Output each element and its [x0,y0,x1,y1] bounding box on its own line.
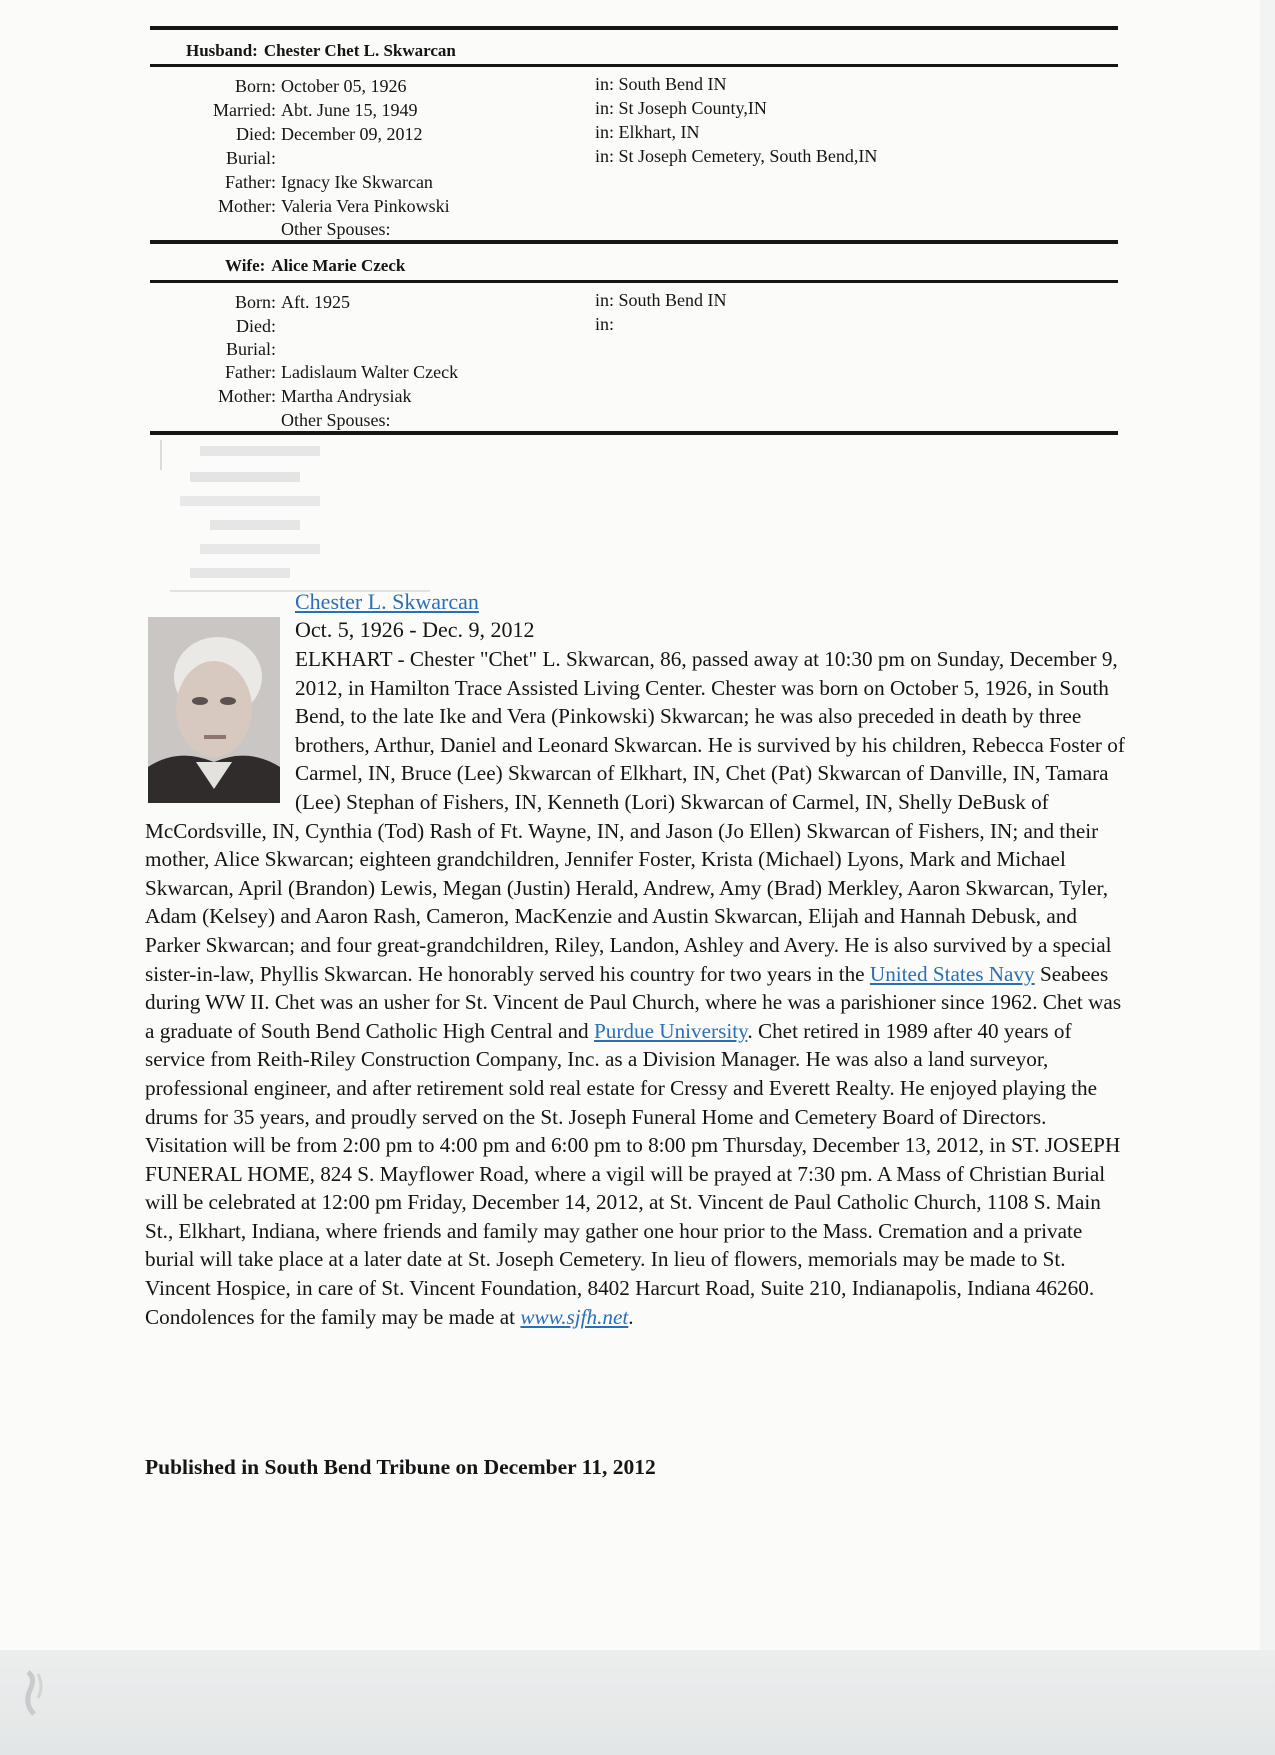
field-value: Martha Andrysiak [281,386,412,406]
husband-burial-label-cell [0,147,276,170]
in-label: in: [595,290,615,310]
husband-heading [186,41,456,61]
scanner-bed-edge [0,1650,1275,1755]
sjfh-website-link[interactable]: www.sjfh.net [520,1304,629,1329]
obituary-dates: Oct. 5, 1926 - Dec. 9, 2012 [295,617,535,642]
place-value: Elkhart, IN [618,122,700,142]
husband-born-label-cell [0,75,276,98]
wife-heading-label: Wife: [225,256,266,275]
field-label: Died: [236,124,276,144]
divider [150,240,1118,244]
published-line: Published in South Bend Tribune on December 11, 2012 [145,1455,656,1479]
wife-father-label-cell [0,361,276,384]
united-states-navy-link[interactable]: United States Navy [869,961,1035,986]
field-value: Abt. June 15, 1949 [281,100,418,120]
wife-name: Alice Marie Czeck [271,256,406,275]
husband-died-label-cell [0,123,276,146]
obituary-text-part: ELKHART - Chester "Chet" L. Skwarcan, 86, passed away at 10:30 pm on Sunday, December 9, 2012, in Hamilton Trace Assisted Living Center. Chester was born on October 5, 1926, in South Bend, to the late Ike and Vera (Pinkowski) Skwarcan; he was also preceded in death by three brothers, Arthur, Daniel and Leonard Skwarcan. He is survived by his children, Rebecca Foster of Carmel, IN, Bruce (Lee) Skwarcan of Elkhart, IN, Chet (Pat) Skwarcan of Danville, IN, Tamara (Lee) Stephan of Fishers, IN, Kenneth (Lori) Skwarcan of Carmel, IN, Shelly DeBusk of McCordsville, IN, Cynthia (Tod) Rash of Ft. Wayne, IN, and Jason (Jo Ellen) Skwarcan of Fishers, IN; and their mother, Alice Skwarcan; eighteen grandchildren, Jennifer Foster, Krista (Michael) Lyons, Mark and Michael Skwarcan, April (Brandon) Lewis, Megan (Justin) Herald, Andrew, Amy (Brad) Merkley, Aaron Skwarcan, Tyler, Adam (Kelsey) and Aaron Rash, Cameron, MacKenzie and Austin Skwarcan, Elijah and Hannah Debusk, and Parker Skwarcan; and four great-grandchildren, Riley, Landon, Ashley and Avery. He is also survived by a special sister-in-law, Phyllis Skwarcan. He honorably served his country for two years in the [145,647,1125,986]
obituary-text-part: Seabees during WW II. Chet was an usher for St. Vincent de Paul Church, where he was a parishioner since 1962. Chet was a graduate of South Bend Catholic High Central and [145,961,1122,1043]
in-label: in: [595,146,615,166]
in-label: in: [595,122,615,142]
wife-born-place [595,289,727,312]
obituary-text-part: . [628,1304,634,1329]
field-label: Born: [234,292,276,312]
field-value: October 05, 1926 [281,76,407,96]
wife-mother-label-cell [0,385,276,408]
obituary-text [145,645,1130,1331]
field-value: Aft. 1925 [281,292,350,312]
field-label: Burial: [226,339,276,359]
place-value: South Bend IN [618,290,727,310]
wife-died-place [595,313,614,336]
photo-spacer [145,645,295,803]
field-label: Mother: [218,386,276,406]
husband-father-label-cell [0,171,276,194]
wife-died-label-cell [0,315,276,338]
husband-died-place [595,121,700,144]
obituary-text-part: . Chet retired in 1989 after 40 years of service from Reith-Riley Construction Company, Inc. as a Division Manager. He was also a land surveyor, professional engineer, and after retirement sold real estate for Cressy and Everett Realty. He enjoyed playing the drums for 35 years, and proudly served on the St. Joseph Funeral Home and Cemetery Board of Directors. Visitation will be from 2:00 pm to 4:00 pm and 6:00 pm to 8:00 pm Thursday, December 13, 2012, in ST. JOSEPH FUNERAL HOME, 824 S. Mayflower Road, where a vigil will be prayed at 7:30 pm. A Mass of Christian Burial will be celebrated at 12:00 pm Friday, December 14, 2012, at St. Vincent de Paul Catholic Church, 1108 S. Main St., Elkhart, Indiana, where friends and family may gather one hour prior to the Mass. Cremation and a private burial will take place at a later date at St. Joseph Cemetery. In lieu of flowers, memorials may be made to St. Vincent Hospice, in care of St. Vincent Foundation, 8402 Harcurt Road, Suite 210, Indianapolis, Indiana 46260. Condolences for the family may be made at [145,1018,1121,1329]
place-value: South Bend IN [618,74,727,94]
divider [150,431,1118,435]
other-spouses-label: Other Spouses: [281,219,391,239]
wife-burial-label-cell [0,338,276,361]
obituary-name-link[interactable]: Chester L. Skwarcan [295,589,479,614]
in-label: in: [595,98,615,118]
husband-married-place [595,97,767,120]
divider [150,64,1118,67]
field-label: Burial: [226,148,276,168]
in-label: in: [595,314,615,334]
field-label: Father: [225,362,276,382]
field-value: Ignacy Ike Skwarcan [281,172,433,192]
divider [150,26,1118,30]
field-value: December 09, 2012 [281,124,423,144]
in-label: in: [595,74,615,94]
scanner-smudge [20,1668,50,1718]
husband-married-label-cell [0,99,276,122]
place-value: St Joseph Cemetery, South Bend,IN [618,146,878,166]
field-label: Father: [225,172,276,192]
field-label: Married: [213,100,276,120]
place-value: St Joseph County,IN [618,98,767,118]
husband-name: Chester Chet L. Skwarcan [263,41,456,60]
husband-burial-place [595,145,877,168]
field-value: Valeria Vera Pinkowski [281,196,450,216]
other-spouses-label: Other Spouses: [281,410,391,430]
husband-heading-label: Husband: [186,41,258,60]
husband-mother-label-cell [0,195,276,218]
wife-heading [225,256,405,276]
field-label: Died: [236,316,276,336]
purdue-university-link[interactable]: Purdue University [593,1018,748,1043]
field-label: Born: [234,76,276,96]
wife-born-label-cell [0,291,276,314]
divider [150,280,1118,283]
field-value: Ladislaum Walter Czeck [281,362,459,382]
field-label: Mother: [218,196,276,216]
husband-born-place [595,73,727,96]
